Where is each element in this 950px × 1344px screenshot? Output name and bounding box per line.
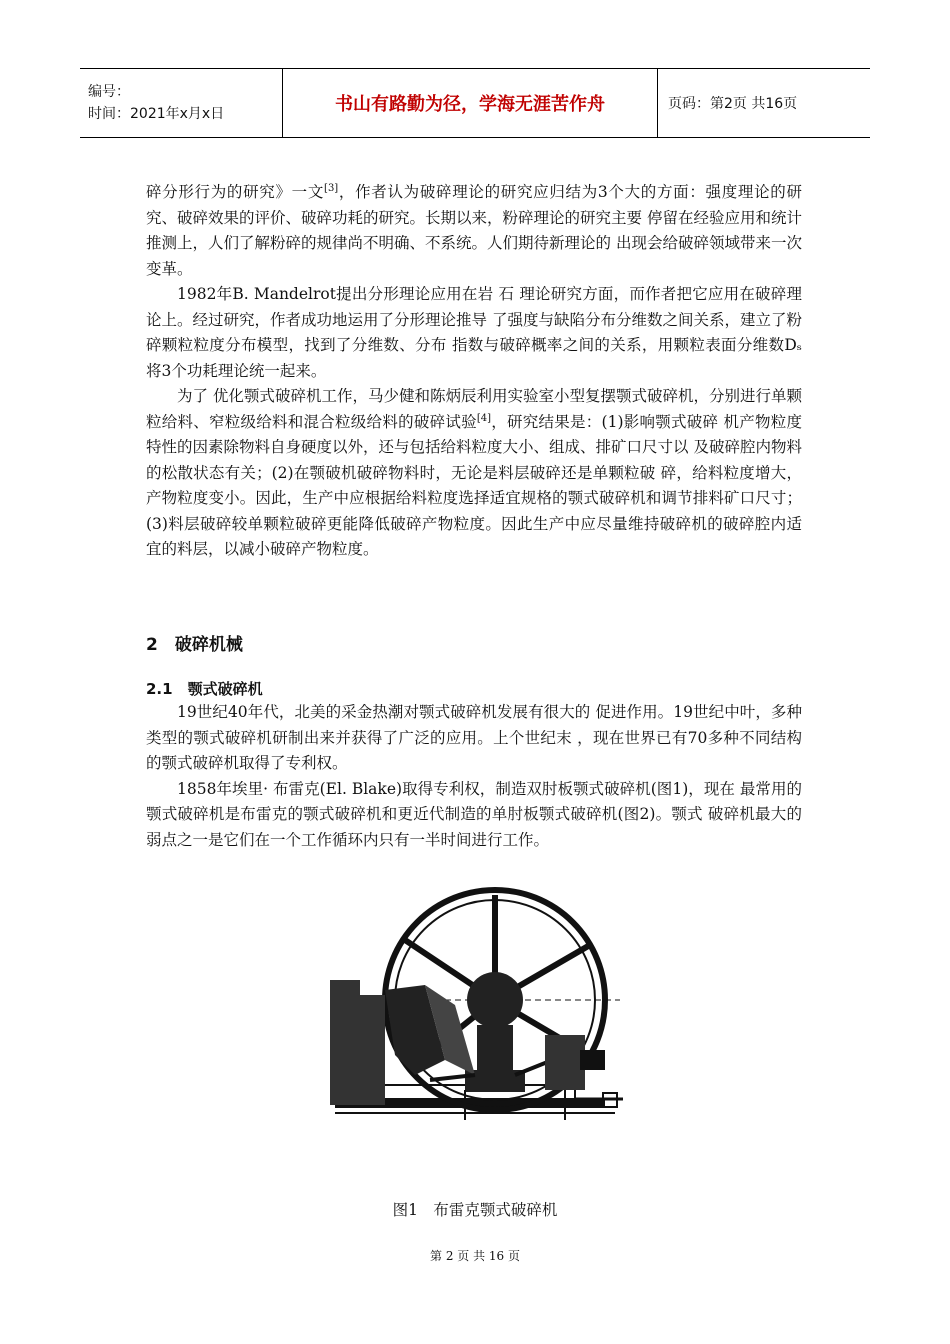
- header-motto: 书山有路勤为径，学海无涯苦作舟: [282, 69, 658, 137]
- paragraph-4: 19世纪40年代，北美的采金热潮对颚式破碎机发展有很大的 促进作用。19世纪中叶，多种类型的颚式破碎机研制出来并获得了广泛的应用。上个世纪末 ，现在世界已有70多种不同结构的颚式破碎机取得了专利权。: [146, 703, 802, 772]
- page-footer: 第 2 页 共 16 页: [430, 1249, 520, 1263]
- figure-caption: 图1 布雷克颚式破碎机: [392, 1201, 558, 1219]
- section-heading: 2 破碎机械: [146, 635, 243, 655]
- paragraph-1: 碎分形行为的研究》一文[3]，作者认为破碎理论的研究应归结为3个大的方面：强度理论的研究、破碎效果的评价、破碎功耗的研究。长期以来，粉碎理论的研究主要 停留在经验应用和统计推测上，人们了解粉碎的规律尚不明确、不系统。人们期待新理论的 出现会给破碎领域带来一次变革。: [146, 182, 802, 278]
- header-table: [80, 68, 870, 138]
- subsection-heading: 2.1 颚式破碎机: [146, 680, 263, 698]
- header-page-info: 页码：第2页 共16页: [668, 96, 798, 112]
- paragraph-3: 为了 优化颚式破碎机工作，马少健和陈炳辰利用实验室小型复摆颚式破碎机，分别进行单颗粒给料、窄粒级给料和混合粒级给料的破碎试验[4]，研究结果是：(1)影响颚式破碎 机产物粒度特性的因素除物料自身硬度以外，还与包括给料粒度大小、组成、排矿口尺寸以 及破碎腔内物料的松散状态有关；(2)在颚破机破碎物料时，无论是料层破碎还是单颗粒破 碎，给料粒度增大，产物粒度变小。因此，生产中应根据给料粒度选择适宜规格的颚式破碎机和调节排料矿口尺寸；(3)料层破碎较单颗粒破碎更能降低破碎产物粒度。因此生产中应尽量维持破碎机的破碎腔内适宜的料层，以减小破碎产物粒度。: [146, 387, 802, 558]
- citation-3[interactable]: [3]: [324, 182, 339, 194]
- body-text-bottom: [146, 700, 802, 853]
- header-meta: [80, 69, 282, 137]
- paragraph-5: 1858年埃里· 布雷克(El. Blake)取得专利权，制造双肘板颚式破碎机(图1)，现在 最常用的颚式破碎机是布雷克的颚式破碎机和更近代制造的单肘板颚式破碎机(图2)。颚式 破碎机最大的弱点之一是它们在一个工作循环内只有一半时间进行工作。: [146, 779, 802, 849]
- body-text-top: [146, 180, 802, 563]
- citation-4[interactable]: [4]: [476, 412, 492, 424]
- serial-label: 编号：: [88, 84, 130, 100]
- paragraph-2: 1982年B. Mandelrot提出分形理论应用在岩 石 理论研究方面，而作者把它应用在破碎理论上。经过研究，作者成功地运用了分形理论推导 了强度与缺陷分布分维数之间关系，建立了粉碎颗粒粒度分布模型，找到了分维数、分布 指数与破碎概率之间的关系，用颗粒表面分维数Dₛ将3个功耗理论统一起来。: [146, 285, 802, 380]
- jaw-crusher-figure: [325, 885, 625, 1155]
- date-label: 时间：2021年x月x日: [88, 106, 225, 122]
